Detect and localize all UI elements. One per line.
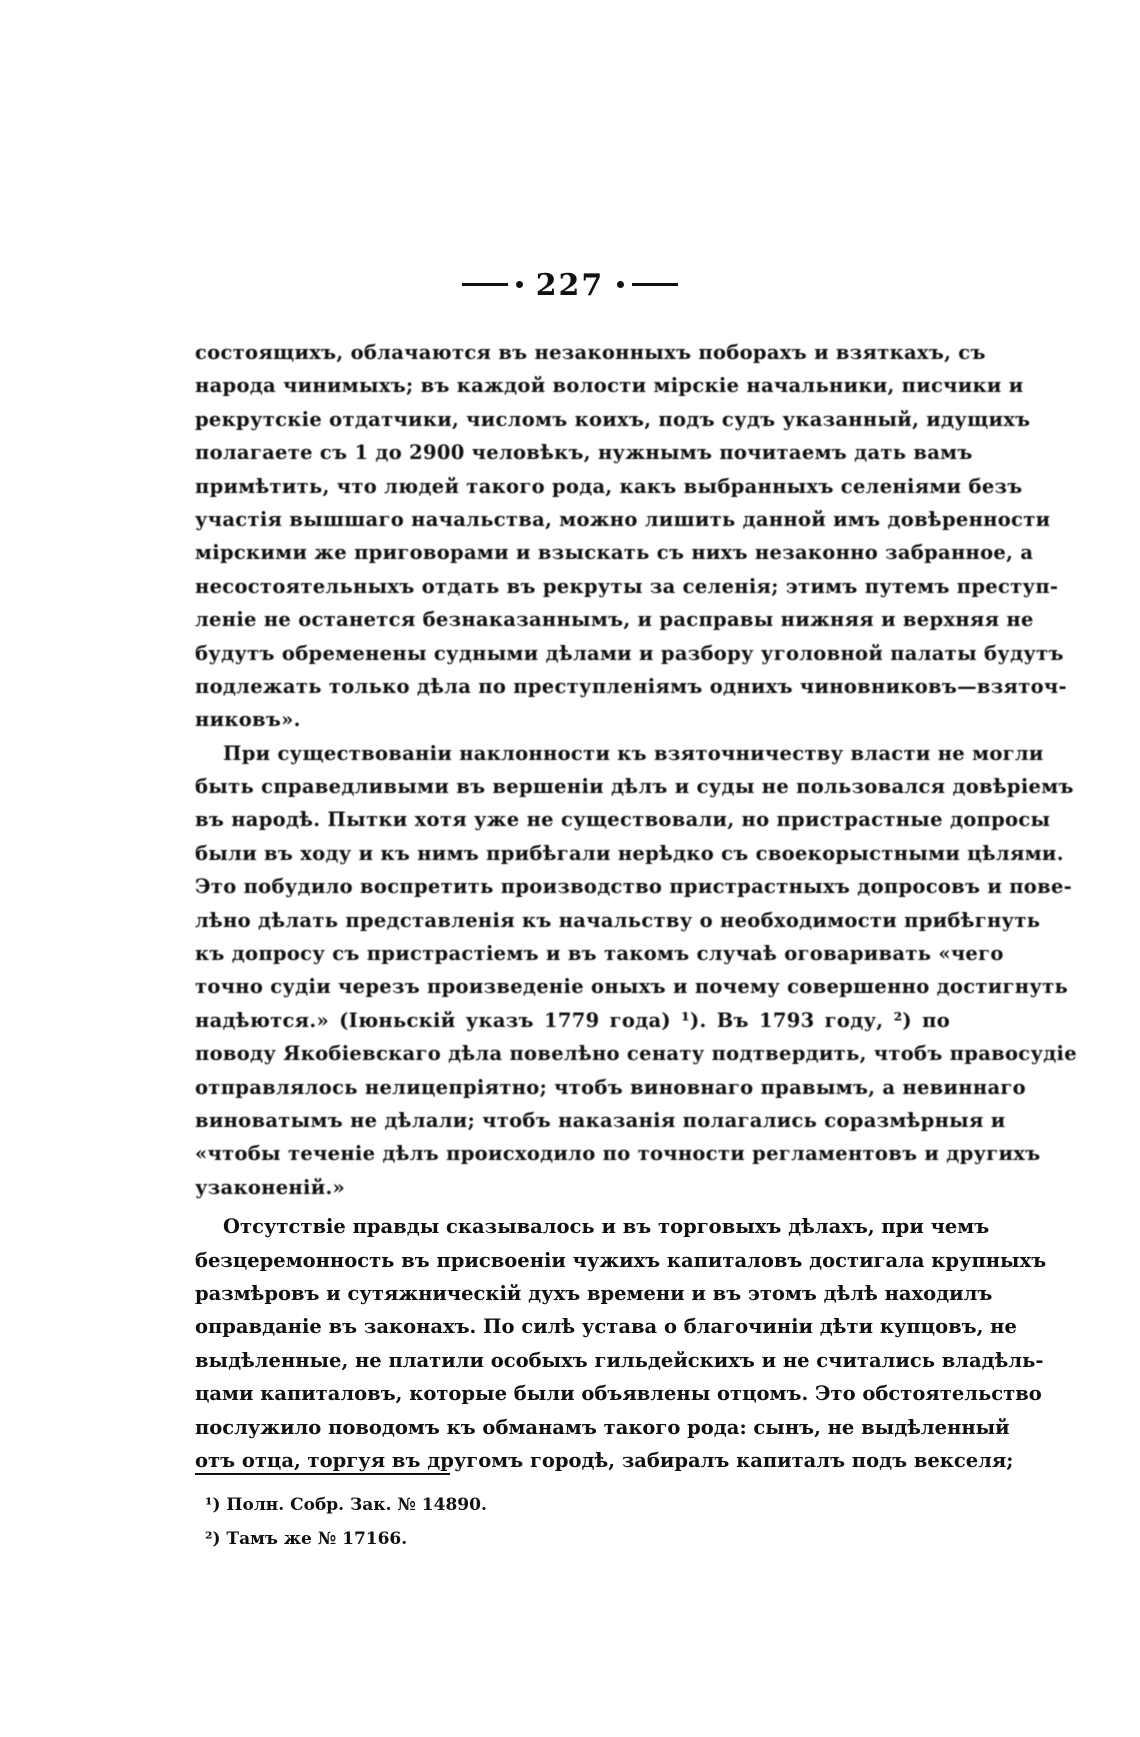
footnote-text: Тамъ же № 17166. [226,1529,408,1549]
paragraph-3 [195,1210,1047,1477]
text-line: При существованіи наклонности къ взяточничеству власти не могли [223,741,1044,765]
text-line: никовъ». [195,708,301,732]
text-line: Отсутствіе правды сказывалось и въ торговыхъ дѣлахъ, при чемъ [223,1215,990,1239]
text-line: Это побудило воспретить производство пристрастныхъ допросовъ и пове- [195,875,1073,899]
main-text [195,336,1077,1477]
text-line: несостоятельныхъ отдать въ рекруты за селенія; этимъ путемъ преступ- [195,574,1059,598]
text-line: поводу Якобіевскаго дѣла повелѣно сенату подтвердить, чтобъ правосудіе [195,1042,1077,1066]
text-line: узаконеній.» [195,1175,346,1199]
text-line: полагаете съ 1 до 2900 человѣкъ, нужнымъ почитаемъ дать вамъ [195,441,973,465]
text-line: размѣровъ и сутяжническій духъ времени и въ этомъ дѣлѣ находилъ [195,1281,993,1305]
text-line: отправлялось нелицепріятно; чтобъ виновнаго правымъ, а невиннаго [195,1075,1026,1099]
footnotes [205,1488,487,1556]
text-line: надѣются.» (Іюньскій указъ 1779 года) ¹). Въ 1793 году, ²) по [195,1008,950,1032]
text-line: оправданіе въ законахъ. По силѣ устава о благочиніи дѣти купцовъ, не [195,1315,1017,1339]
text-line: рекрутскіе отдатчики, числомъ коихъ, подъ судъ указанный, идущихъ [195,407,1031,431]
text-line: послужило поводомъ къ обманамъ такого рода: сынъ, не выдѣленный [195,1415,1010,1439]
text-line: цами капиталовъ, которые были объявлены отцомъ. Это обстоятельство [195,1382,1042,1406]
text-line: безцеремонность въ присвоеніи чужихъ капиталовъ достигала крупныхъ [195,1248,1047,1272]
paragraph-1 [195,336,1067,737]
paragraph-2 [195,737,1077,1204]
text-line: будутъ обременены судными дѣлами и разбору уголовной палаты будутъ [195,641,1064,665]
text-line: подлежать только дѣла по преступленіямъ однихъ чиновниковъ—взяточ- [195,674,1067,698]
text-line: выдѣленные, не платили особыхъ гильдейскихъ и не считались владѣль- [195,1348,1044,1372]
text-line: народа чинимыхъ; въ каждой волости мірскіе начальники, писчики и [195,374,1024,398]
text-line: точно судіи черезъ произведеніе оныхъ и почему совершенно достигнуть [195,975,1069,999]
page-header [0,268,1140,303]
text-line: состоящихъ, облачаются въ незаконныхъ поборахъ и взяткахъ, съ [195,341,986,364]
footnote [205,1488,487,1522]
footnote-divider [195,1473,450,1475]
footnote-text: Полн. Собр. Зак. № 14890. [226,1495,487,1515]
text-line: отъ отца, торгуя въ другомъ городѣ, забиралъ капиталъ подъ векселя; [195,1448,1014,1472]
text-line: быть справедливыми въ вершеніи дѣлъ и суды не пользовался довѣріемъ [195,775,1074,799]
text-line: леніе не останется безнаказаннымъ, и расправы нижняя и верхняя не [195,608,1034,632]
header-ornament-right [632,283,678,286]
header-ornament-left [462,283,508,286]
text-line: лѣно дѣлать представленія къ начальству о необходимости прибѣгнуть [195,908,1041,932]
text-line: къ допросу съ пристрастіемъ и въ такомъ случаѣ оговаривать «чего [195,942,1004,966]
text-line: были въ ходу и къ нимъ прибѣгали нерѣдко съ своекорыстными цѣлями. [195,841,1064,865]
text-line: «чтобы теченіе дѣлъ происходило по точности регламентовъ и другихъ [195,1142,1041,1166]
header-ornament-dot-left [516,281,523,288]
header-ornament-dot-right [617,281,624,288]
text-line: мірскими же приговорами и взыскать съ нихъ незаконно забранное, а [195,541,1034,565]
text-line: примѣтить, что людей такого рода, какъ выбранныхъ селеніями безъ [195,474,1023,498]
footnote [205,1522,487,1556]
page-number: 227 [535,268,605,303]
text-line: участія вышшаго начальства, можно лишить данной имъ довѣренности [195,507,1051,531]
text-line: виноватымъ не дѣлали; чтобъ наказанія полагались соразмѣрныя и [195,1108,1006,1132]
footnote-mark: ²) [205,1529,221,1549]
text-line: въ народѣ. Пытки хотя уже не существовали, но пристрастные допросы [195,808,1051,832]
footnote-mark: ¹) [205,1495,221,1515]
